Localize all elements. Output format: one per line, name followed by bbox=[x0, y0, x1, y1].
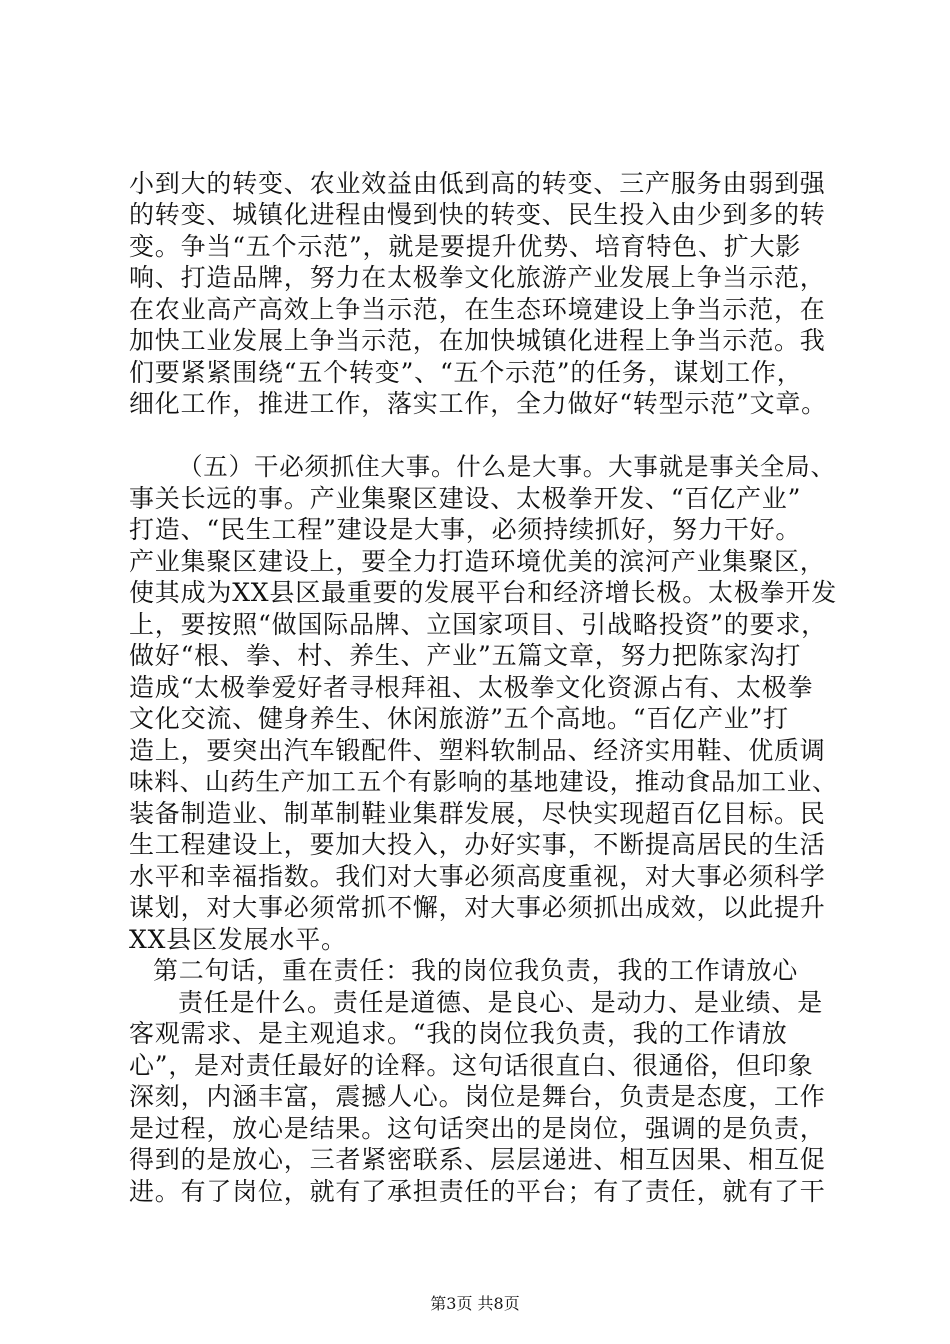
text-line: XX县区发展水平。 bbox=[129, 925, 347, 954]
text-line: 味料、山药生产加工五个有影响的基地建设，推动食品加工业、 bbox=[129, 767, 838, 796]
text-line: 客观需求、是主观追求。“我的岗位我负责，我的工作请放 bbox=[129, 1019, 788, 1048]
text-line: 责任是什么。责任是道德、是良心、是动力、是业绩、是 bbox=[178, 988, 824, 1017]
text-line: 使其成为XX县区最重要的发展平台和经济增长极。太极拳开发 bbox=[129, 578, 837, 607]
text-line: 打造、“民生工程”建设是大事，必须持续抓好，努力干好。 bbox=[129, 515, 802, 544]
text-line: 产业集聚区建设上，要全力打造环境优美的滨河产业集聚区， bbox=[129, 547, 826, 576]
text-line: 做好“根、拳、村、养生、产业”五篇文章，努力把陈家沟打 bbox=[129, 641, 802, 670]
text-line: 加快工业发展上争当示范，在加快城镇化进程上争当示范。我 bbox=[129, 326, 826, 355]
text-line: 文化交流、健身养生、休闲旅游”五个高地。“百亿产业”打 bbox=[129, 704, 789, 733]
text-line: 小到大的转变、农业效益由低到高的转变、三产服务由弱到强 bbox=[129, 169, 826, 198]
text-line: 们要紧紧围绕“五个转变”、“五个示范”的任务，谋划工作， bbox=[129, 358, 803, 387]
text-line: 造上，要突出汽车锻配件、塑料软制品、经济实用鞋、优质调 bbox=[129, 736, 826, 765]
text-line: 心”，是对责任最好的诠释。这句话很直白、很通俗，但印象 bbox=[129, 1051, 814, 1080]
section-heading-line: （五）干必须抓住大事。什么是大事。大事就是事关全局、 bbox=[178, 452, 836, 481]
text-line: 变。争当“五个示范”，就是要提升优势、培育特色、扩大影 bbox=[129, 232, 802, 261]
text-line: 事关长远的事。产业集聚区建设、太极拳开发、“百亿产业” bbox=[129, 484, 802, 513]
text-line: 是过程，放心是结果。这句话突出的是岗位，强调的是负责， bbox=[129, 1114, 826, 1143]
text-line: 谋划，对大事必须常抓不懈，对大事必须抓出成效，以此提升 bbox=[129, 893, 826, 922]
text-line: 得到的是放心，三者紧密联系、层层递进、相互因果、相互促 bbox=[129, 1145, 826, 1174]
text-line: 进。有了岗位，就有了承担责任的平台；有了责任，就有了干 bbox=[129, 1177, 826, 1206]
text-line: 上，要按照“做国际品牌、立国家项目、引战略投资”的要求， bbox=[129, 610, 827, 639]
text-line: 装备制造业、制革制鞋业集群发展，尽快实现超百亿目标。民 bbox=[129, 799, 826, 828]
section-heading-line: 第二句话，重在责任：我的岗位我负责，我的工作请放心 bbox=[153, 956, 799, 985]
text-line: 水平和幸福指数。我们对大事必须高度重视，对大事必须科学 bbox=[129, 862, 826, 891]
text-line: 造成“太极拳爱好者寻根拜祖、太极拳文化资源占有、太极拳 bbox=[129, 673, 814, 702]
page-number-footer: 第3页 共8页 bbox=[430, 1294, 520, 1313]
text-line: 的转变、城镇化进程由慢到快的转变、民生投入由少到多的转 bbox=[129, 200, 826, 229]
text-line: 深刻，内涵丰富，震撼人心。岗位是舞台，负责是态度，工作 bbox=[129, 1082, 826, 1111]
text-line: 响、打造品牌，努力在太极拳文化旅游产业发展上争当示范， bbox=[129, 263, 826, 292]
text-line: 在农业高产高效上争当示范，在生态环境建设上争当示范，在 bbox=[129, 295, 826, 324]
text-line: 细化工作，推进工作，落实工作，全力做好“转型示范”文章。 bbox=[129, 389, 827, 418]
text-line: 生工程建设上，要加大投入，办好实事，不断提高居民的生活 bbox=[129, 830, 826, 859]
